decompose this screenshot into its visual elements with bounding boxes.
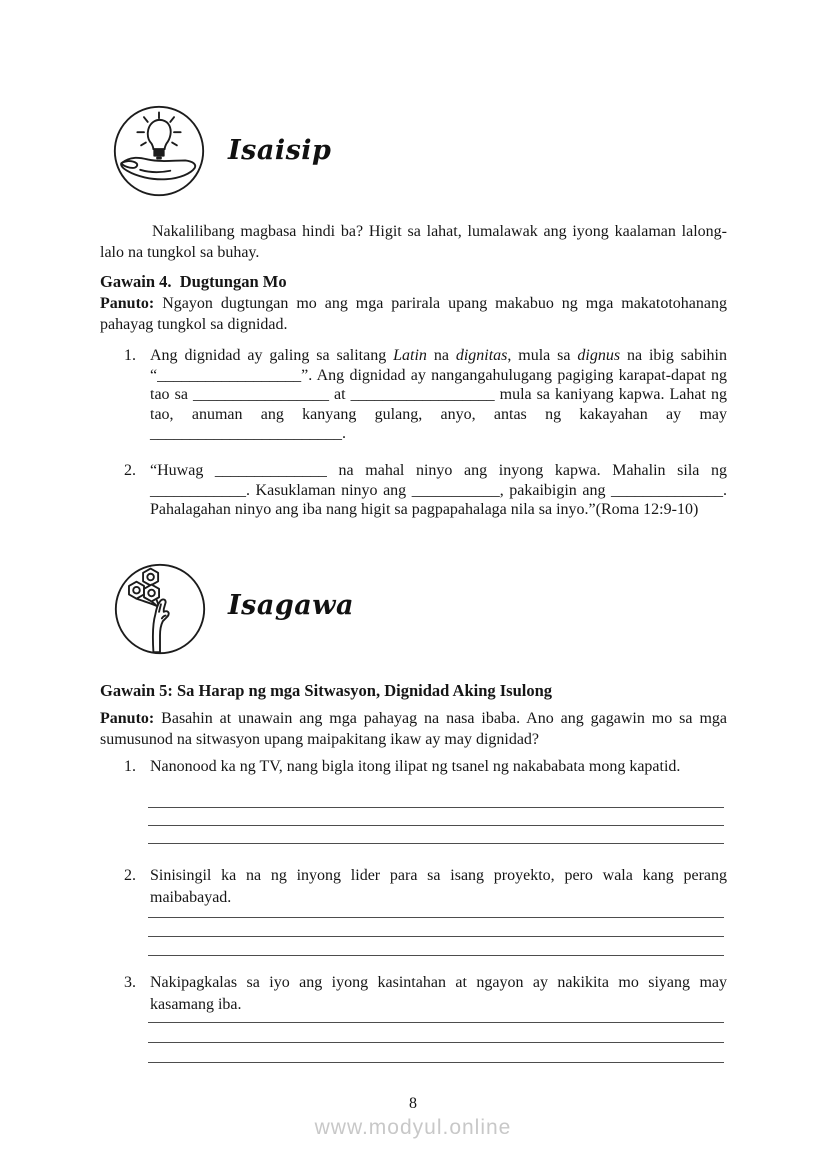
gawain5-title: Gawain 5: Sa Harap ng mga Sitwasyon, Dignidad Aking Isulong — [100, 681, 553, 700]
item-number: 1. — [124, 347, 136, 364]
answer-line — [148, 790, 724, 808]
answer-lines-1 — [148, 790, 724, 844]
intro-paragraph: Nakalilibang magbasa hindi ba? Higit sa lahat, lumalawak ang iyong kaalaman lalong-lalo na tungkol sa buhay. — [100, 223, 727, 261]
item-text: Sinisingil ka na ng inyong lider para sa isang proyekto, pero wala kang perang maibabayad. — [150, 867, 727, 906]
panuto-text: Basahin at unawain ang mga pahayag na nasa ibaba. Ano ang gagawin mo sa mga sumusunod na sitwasyon upang maipakitang ikaw ay may dignidad? — [100, 710, 727, 748]
item-number: 2. — [124, 867, 136, 884]
item-number: 2. — [124, 462, 136, 479]
gawain5-item-1 — [124, 756, 727, 778]
answer-line — [148, 1043, 724, 1063]
answer-line — [148, 918, 724, 937]
answer-line — [148, 826, 724, 844]
page-number: 8 — [409, 1095, 417, 1112]
isaisip-heading: Isaisip — [228, 135, 332, 166]
site-watermark: www.modyul.online — [314, 1116, 512, 1139]
panuto-label: Panuto: — [100, 295, 155, 312]
answer-lines-2 — [148, 900, 724, 956]
answer-line — [148, 900, 724, 918]
item-number: 1. — [124, 758, 136, 775]
answer-line — [148, 808, 724, 826]
hand-holding-lightbulb-icon — [112, 103, 206, 199]
item-text: Nakipagkalas sa iyo ang iyong kasintahan at ngayon ay nakikita mo siyang may kasamang iba. — [150, 974, 727, 1013]
isagawa-heading: Isagawa — [228, 590, 354, 621]
item-text: Nanonood ka ng TV, nang bigla itong ilipat ng tsanel ng nakababata mong kapatid. — [150, 758, 681, 775]
gawain4-title: Gawain 4. Dugtungan Mo — [100, 272, 287, 291]
gawain4-panuto — [100, 293, 727, 335]
gawain4-item-2 — [124, 461, 727, 520]
answer-line — [148, 937, 724, 956]
answer-line — [148, 1023, 724, 1043]
panuto-text: Ngayon dugtungan mo ang mga parirala upang makabuo ng mga makatotohanang pahayag tungkol sa dignidad. — [100, 295, 727, 333]
item-number: 3. — [124, 974, 136, 991]
answer-line — [148, 1005, 724, 1023]
gawain4-item-1 — [124, 346, 727, 444]
hand-holding-flowers-icon — [113, 561, 207, 657]
panuto-label: Panuto: — [100, 710, 155, 727]
item-text: “Huwag ______________ na mahal ninyo ang inyong kapwa. Mahalin sila ng ____________. Kasuklaman ninyo ang ___________, pakaibigin ang ______________. Pahalagahan ninyo ang iba nang higit sa pagpapahalaga nila sa inyo.”(Roma 12:9-10) — [150, 462, 727, 518]
gawain5-panuto — [100, 708, 727, 750]
item-text: Ang dignidad ay galing sa salitang Latin na dignitas, mula sa dignus na ibig sabihin “__________________”. Ang dignidad ay nangangahulugang pagiging karapat-dapat ng tao sa _________________ at __________________ mula sa kaniyang kapwa. Lahat ng tao, anuman ang kanyang gulang, anyo, antas ng kakayahan ay may ________________________. — [150, 347, 727, 442]
answer-lines-3 — [148, 1005, 724, 1063]
